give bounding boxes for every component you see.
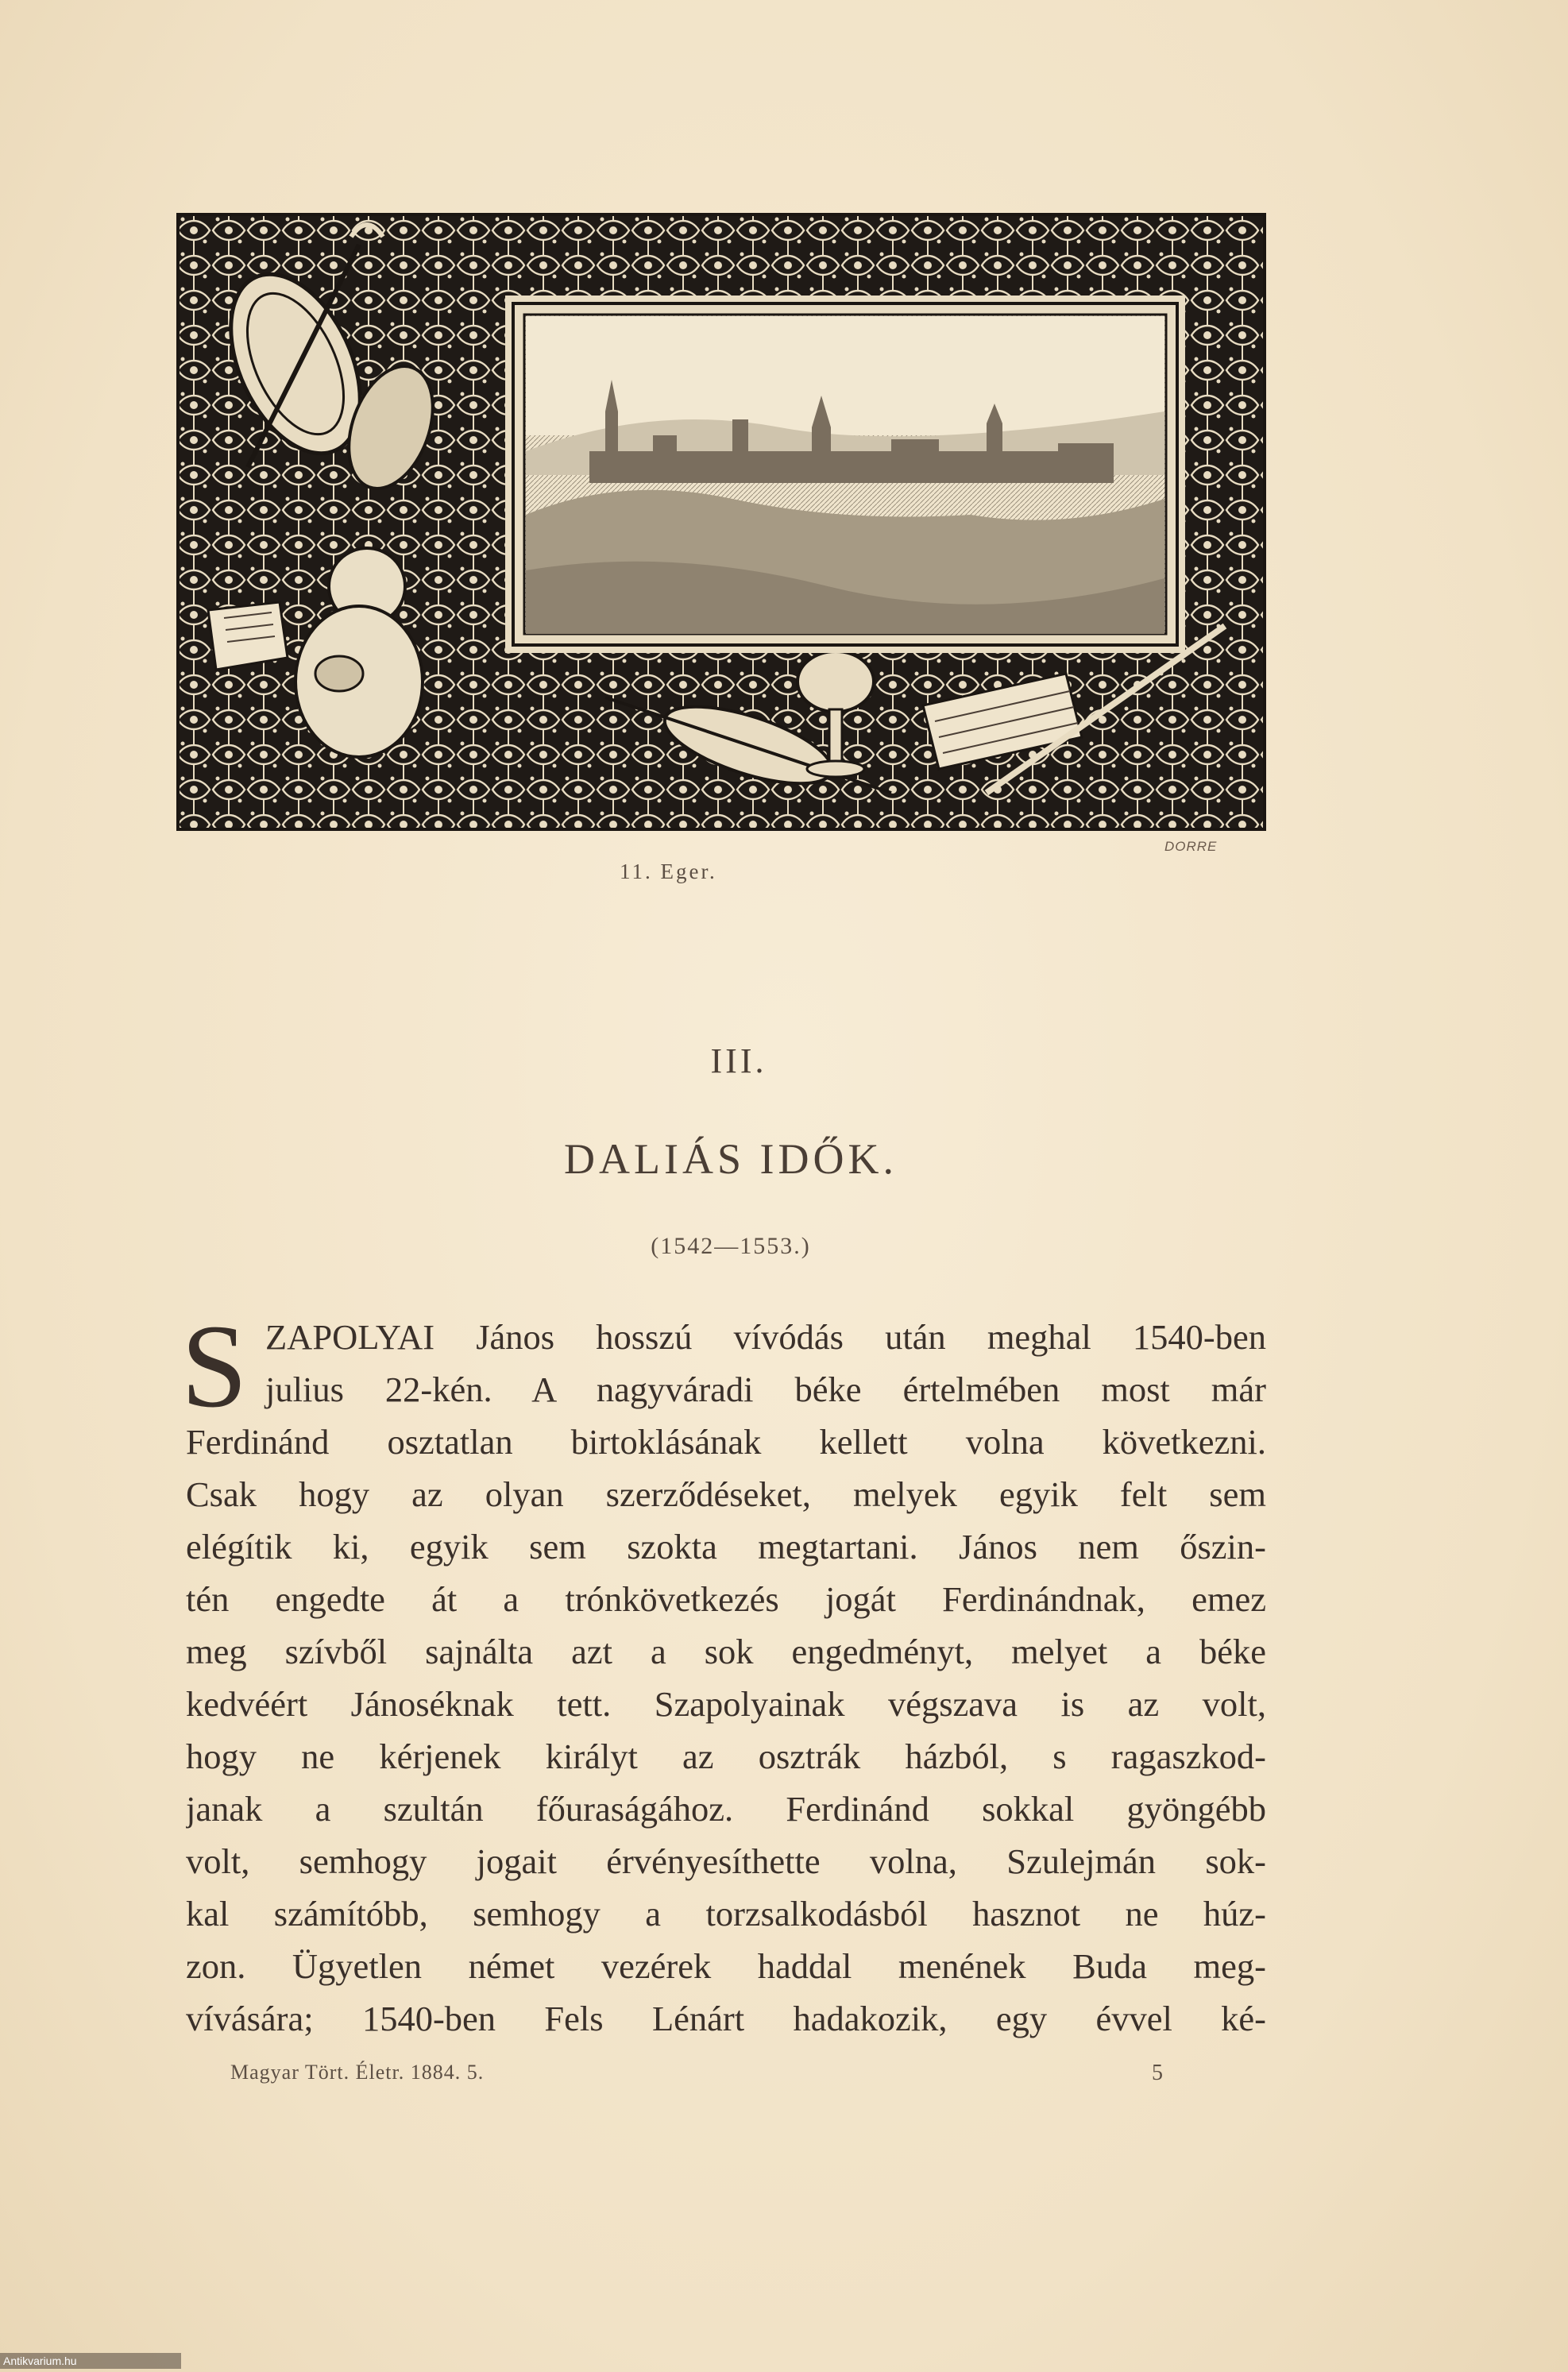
page-number: 5 <box>1152 2061 1163 2085</box>
text-line: volt, semhogy jogait érvényesíthette volna, Szulejmán sok- <box>186 1841 1266 1881</box>
illustration-caption: 11. Eger. <box>620 860 717 883</box>
text-line: Csak hogy az olyan szerződéseket, melyek egyik felt sem <box>186 1474 1266 1514</box>
text-line: janak a szultán főuraságához. Ferdinánd sokkal gyöngébb <box>186 1789 1266 1829</box>
body-paragraph <box>186 1311 1266 2045</box>
text-line: Ferdinánd osztatlan birtoklásának kellett volna következni. <box>186 1422 1266 1462</box>
text-line: hogy ne kérjenek királyt az osztrák házból, s ragaszkod- <box>186 1737 1266 1776</box>
text-line: tén engedte át a trónkövetkezés jogát Ferdinándnak, emez <box>186 1579 1266 1619</box>
text-line: elégítik ki, egyik sem szokta megtartani. János nem őszin- <box>186 1527 1266 1567</box>
text-line: ZAPOLYAI János hosszú vívódás után meghal 1540-ben <box>265 1317 1266 1357</box>
text-line: julius 22-kén. A nagyváradi béke értelmében most már <box>265 1370 1266 1409</box>
engraving-illustration <box>176 213 1266 831</box>
watermark: Antikvarium.hu <box>0 2353 181 2369</box>
open-book-icon <box>208 602 288 670</box>
footer-source: Magyar Tört. Életr. 1884. 5. <box>230 2061 485 2084</box>
text-line: meg szívből sajnálta azt a sok engedményt, melyet a béke <box>186 1632 1266 1671</box>
text-line: zon. Ügyetlen német vezérek haddal menének Buda meg- <box>186 1946 1266 1986</box>
engraver-signature: DORRE <box>1164 839 1218 854</box>
text-line: kal számítóbb, semhogy a torzsalkodásból hasznot ne húz- <box>186 1894 1266 1934</box>
engraving-svg <box>176 213 1266 831</box>
drop-cap: S <box>181 1300 248 1432</box>
chapter-dates: (1542—1553.) <box>651 1233 811 1259</box>
chapter-title: DALIÁS IDŐK. <box>564 1135 898 1183</box>
text-line: kedvéért Jánoséknak tett. Szapolyainak végszava is az volt, <box>186 1684 1266 1724</box>
text-line: vívására; 1540-ben Fels Lénárt hadakozik, egy évvel ké- <box>186 1999 1266 2038</box>
chapter-number: III. <box>710 1041 767 1080</box>
